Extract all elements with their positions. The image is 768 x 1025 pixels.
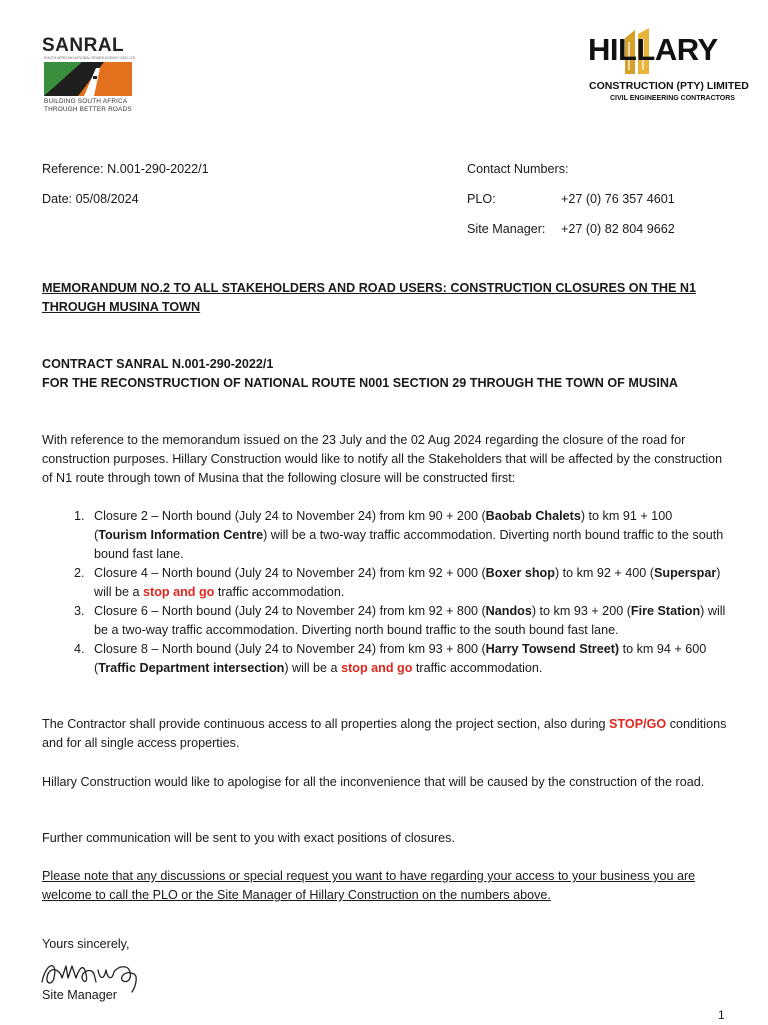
sanral-tagline bbox=[44, 98, 132, 114]
hillary-logo-name: HILLARY bbox=[588, 32, 718, 67]
access-paragraph bbox=[42, 715, 728, 753]
closure-text: ) will be a two-way traffic accommodation. Diverting north bound traffic to the south bound fast lane. bbox=[94, 604, 726, 637]
date: Date: 05/08/2024 bbox=[42, 192, 139, 206]
stop-and-go-highlight: stop and go bbox=[143, 585, 215, 599]
access-text: The Contractor shall provide continuous access to all properties along the project section, also during bbox=[42, 717, 610, 731]
closure-to-location: Traffic Department intersection bbox=[98, 661, 285, 675]
plo-label: PLO: bbox=[467, 192, 496, 206]
closure-text: Closure 8 – North bound (July 24 to November 24) from km 93 + 800 ( bbox=[94, 642, 486, 656]
hillary-logo-line2: CIVIL ENGINEERING CONTRACTORS bbox=[610, 95, 735, 102]
sanral-logo bbox=[42, 36, 142, 118]
closure-text: ) will be a bbox=[284, 661, 342, 675]
hillary-logo-line1: CONSTRUCTION (PTY) LIMITED bbox=[589, 80, 749, 92]
closure-item bbox=[88, 507, 728, 564]
closure-text: ) to km 91 + 100 ( bbox=[94, 509, 673, 542]
stop-go-highlight: STOP/GO bbox=[609, 717, 667, 731]
intro-paragraph: With reference to the memorandum issued on the 23 July and the 02 Aug 2024 regarding the closure of the road for construction purposes. Hillary Construction would like to notify all the Stakeholders that will be affected by the construction of N1 route through town of Musina that the following closure will be constructed first: bbox=[42, 433, 723, 485]
page-number: 1 bbox=[718, 1008, 725, 1022]
reference: Reference: N.001-290-2022/1 bbox=[42, 162, 209, 176]
closure-text: Closure 6 – North bound (July 24 to November 24) from km 92 + 800 ( bbox=[94, 604, 486, 618]
sanral-logo-name: SANRAL bbox=[42, 35, 125, 56]
closure-from-location: Baobab Chalets bbox=[485, 509, 581, 523]
closure-item bbox=[88, 640, 728, 678]
closure-to-location: Superspar bbox=[653, 566, 717, 580]
sanral-tagline-line2: THROUGH BETTER ROADS bbox=[44, 106, 132, 113]
closure-from-location: Boxer shop bbox=[485, 566, 555, 580]
stop-and-go-highlight: stop and go bbox=[341, 661, 413, 675]
closure-text: ) to km 92 + 400 ( bbox=[554, 566, 654, 580]
closure-from-location: Harry Towsend Street) bbox=[485, 642, 620, 656]
closure-item bbox=[88, 602, 728, 640]
contact-note: Please note that any discussions or special request you want to have regarding your access to your business you are welcome to call the PLO or the Site Manager of Hillary Construction on the numbers above. bbox=[42, 869, 696, 902]
closure-from-location: Nandos bbox=[485, 604, 532, 618]
site-manager-number: +27 (0) 82 804 9662 bbox=[561, 222, 675, 236]
closure-text: ) will be a bbox=[94, 566, 721, 599]
signatory-title: Site Manager bbox=[42, 988, 117, 1002]
hillary-logo bbox=[588, 28, 749, 110]
closure-text: ) will be a two-way traffic accommodation. Diverting north bound traffic to the south bound fast lane. bbox=[94, 528, 724, 561]
apology-paragraph: Hillary Construction would like to apologise for all the inconvenience that will be caused by the construction of the road. bbox=[42, 775, 705, 789]
sanral-tagline-line1: BUILDING SOUTH AFRICA bbox=[44, 98, 128, 105]
closure-text: traffic accommodation. bbox=[214, 585, 345, 599]
contact-title: Contact Numbers: bbox=[467, 162, 569, 176]
closure-to-location: Fire Station bbox=[630, 604, 701, 618]
further-communication: Further communication will be sent to you with exact positions of closures. bbox=[42, 831, 455, 845]
closure-text: traffic accommodation. bbox=[412, 661, 543, 675]
closing: Yours sincerely, bbox=[42, 937, 130, 951]
sanral-road-mark bbox=[44, 62, 132, 96]
contract-line2: FOR THE RECONSTRUCTION OF NATIONAL ROUTE N001 SECTION 29 THROUGH THE TOWN OF MUSINA bbox=[42, 376, 679, 390]
closure-text: Closure 4 – North bound (July 24 to November 24) from km 92 + 000 ( bbox=[94, 566, 486, 580]
contract-heading bbox=[42, 355, 742, 393]
plo-number: +27 (0) 76 357 4601 bbox=[561, 192, 675, 206]
closures-list bbox=[42, 507, 728, 678]
closure-text: Closure 2 – North bound (July 24 to November 24) from km 90 + 200 ( bbox=[94, 509, 486, 523]
closure-item bbox=[88, 564, 728, 602]
closure-to-location: Tourism Information Centre bbox=[98, 528, 264, 542]
memo-title: MEMORANDUM NO.2 TO ALL STAKEHOLDERS AND ROAD USERS: CONSTRUCTION CLOSURES ON THE N1 THROUGH MUSINA TOWN bbox=[42, 281, 696, 314]
access-text: conditions and for all single access properties. bbox=[42, 717, 727, 750]
closure-text: to km 94 + 600 ( bbox=[94, 642, 707, 675]
site-manager-label: Site Manager: bbox=[467, 222, 546, 236]
closure-text: ) to km 93 + 200 ( bbox=[531, 604, 631, 618]
contract-line1: CONTRACT SANRAL N.001-290-2022/1 bbox=[42, 357, 274, 371]
sanral-logo-subtitle: SOUTH AFRICAN NATIONAL ROADS AGENCY SOC LTD bbox=[44, 56, 136, 60]
